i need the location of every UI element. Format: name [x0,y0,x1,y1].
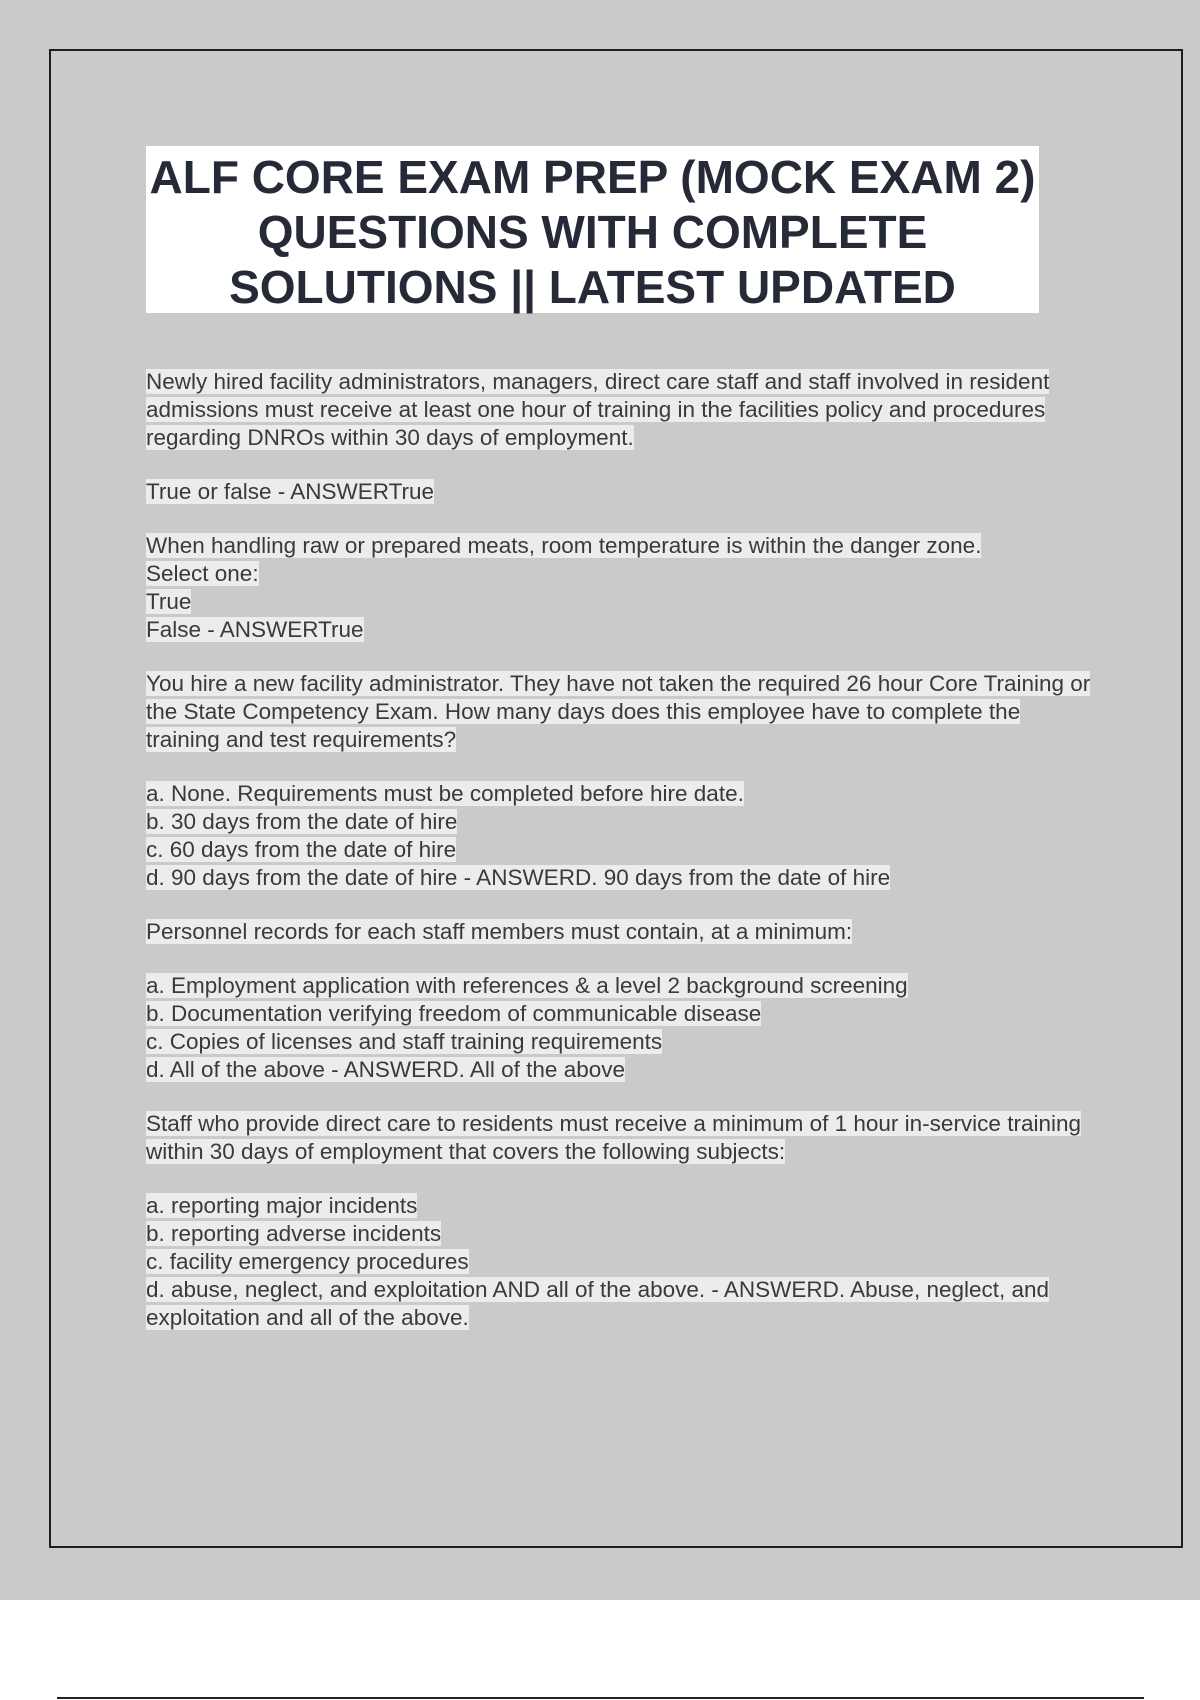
option-c: c. facility emergency procedures [146,1249,469,1274]
question-2-line: True [146,589,192,614]
question-2-line: Select one: [146,561,259,586]
option-d: d. All of the above - ANSWERD. All of the above [146,1057,626,1082]
question-3-options [146,780,1096,892]
option-a: a. None. Requirements must be completed before hire date. [146,781,744,806]
question-4-text: Personnel records for each staff members must contain, at a minimum: [146,919,853,944]
option-c: c. Copies of licenses and staff training requirements [146,1029,663,1054]
option-d: d. 90 days from the date of hire - ANSWERD. 90 days from the date of hire [146,865,891,890]
question-1 [146,368,1096,452]
next-page-rule [57,1697,1144,1699]
question-2-line: False - ANSWERTrue [146,617,364,642]
question-1-answer [146,478,1096,506]
question-3 [146,670,1096,754]
option-c: c. 60 days from the date of hire [146,837,457,862]
question-4-options [146,972,1096,1084]
option-b: b. Documentation verifying freedom of communicable disease [146,1001,762,1026]
question-5 [146,1110,1096,1166]
option-b: b. reporting adverse incidents [146,1221,442,1246]
option-d: d. abuse, neglect, and exploitation AND all of the above. - ANSWERD. Abuse, neglect, and exploitation and all of the above. [146,1277,1050,1330]
question-4 [146,918,1096,946]
option-a: a. Employment application with references & a level 2 background screening [146,973,908,998]
title-box [146,146,1039,313]
option-a: a. reporting major incidents [146,1193,418,1218]
option-b: b. 30 days from the date of hire [146,809,458,834]
question-2 [146,532,1096,644]
question-3-text: You hire a new facility administrator. They have not taken the required 26 hour Core Training or the State Competency Exam. How many days does this employee have to complete the training and test requirements? [146,671,1091,752]
document-content [146,368,1096,1358]
question-5-text: Staff who provide direct care to residents must receive a minimum of 1 hour in-service training within 30 days of employment that covers the following subjects: [146,1111,1081,1164]
answer-text: True or false - ANSWERTrue [146,479,434,504]
question-5-options [146,1192,1096,1332]
question-1-text: Newly hired facility administrators, managers, direct care staff and staff involved in resident admissions must receive at least one hour of training in the facilities policy and procedures regarding DNROs within 30 days of employment. [146,369,1050,450]
document-title: ALF CORE EXAM PREP (MOCK EXAM 2) QUESTIONS WITH COMPLETE SOLUTIONS || LATEST UPDATED [149,151,1036,313]
question-2-text: When handling raw or prepared meats, room temperature is within the danger zone. [146,533,982,558]
